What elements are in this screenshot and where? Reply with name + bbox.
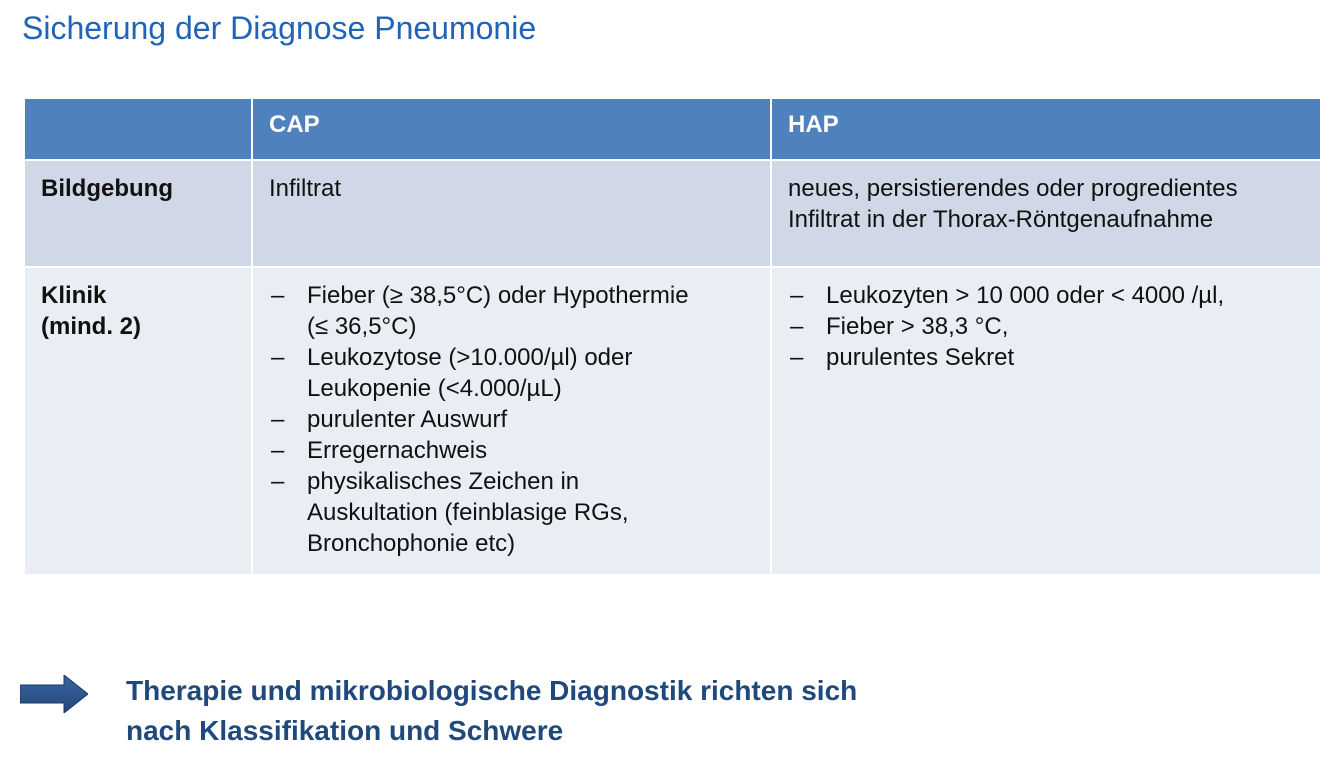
list-item-line: Leukopenie (<4.000/µL) (307, 375, 562, 402)
row-label-klinik (24, 267, 252, 575)
hap-cell-klinik (771, 267, 1321, 575)
cap-criteria-list (269, 280, 754, 559)
list-item (269, 280, 754, 342)
slide-title: Sicherung der Diagnose Pneumonie (22, 10, 537, 46)
conclusion-line: nach Klassifikation und Schwere (126, 715, 564, 746)
list-item-line: – physikalisches Zeichen in (307, 468, 580, 495)
cap-cell-bildgebung: Infiltrat (252, 160, 771, 267)
list-item (269, 404, 754, 435)
table-header-row (24, 98, 1321, 160)
hap-bildgebung-line: Infiltrat in der Thorax-Röntgenaufnahme (788, 206, 1214, 233)
table-row-bildgebung (24, 160, 1321, 267)
list-item (269, 466, 754, 559)
header-cell-cap: CAP (252, 98, 771, 160)
diagnosis-table (23, 97, 1322, 576)
list-item-line: Auskultation (feinblasige RGs, (307, 499, 629, 526)
row-label-line: Klinik (41, 282, 107, 309)
row-label-bildgebung: Bildgebung (24, 160, 252, 267)
conclusion-text (126, 671, 857, 751)
list-item-line: Bronchophonie etc) (307, 530, 516, 557)
list-item (269, 342, 754, 404)
list-item (788, 280, 1304, 311)
list-item (788, 311, 1304, 342)
list-item-line: – purulenter Auswurf (307, 406, 508, 433)
conclusion-line: Therapie und mikrobiologische Diagnostik richten sich (126, 675, 858, 706)
hap-criteria-list (788, 280, 1304, 373)
list-item (788, 342, 1304, 373)
list-item-line: – purulentes Sekret (826, 344, 1015, 371)
row-label-line: (mind. 2) (41, 313, 141, 340)
list-item-line: – Erregernachweis (307, 437, 488, 464)
header-cell-empty (24, 98, 252, 160)
list-item-line: – Fieber (≥ 38,5°C) oder Hypothermie (307, 282, 689, 309)
right-arrow-icon (20, 675, 88, 713)
list-item-line: – Fieber > 38,3 °C, (826, 313, 1009, 340)
hap-bildgebung-line: neues, persistierendes oder progredientes (788, 175, 1238, 202)
hap-cell-bildgebung (771, 160, 1321, 267)
list-item-line: – Leukozyten > 10 000 oder < 4000 /µl, (826, 282, 1225, 309)
list-item-line: (≤ 36,5°C) (307, 313, 417, 340)
list-item (269, 435, 754, 466)
table-row-klinik (24, 267, 1321, 575)
header-cell-hap: HAP (771, 98, 1321, 160)
list-item-line: – Leukozytose (>10.000/µl) oder (307, 344, 633, 371)
cap-cell-klinik (252, 267, 771, 575)
